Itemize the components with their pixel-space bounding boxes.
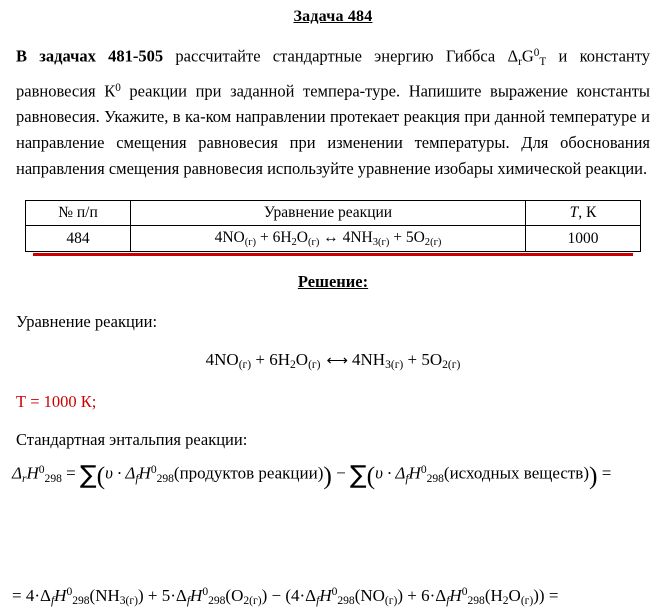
page-title: Задача 484 — [293, 8, 373, 25]
f1-close-paren-1: ) — [323, 460, 332, 490]
formula-enthalpy-expansion — [12, 585, 666, 607]
intro-sub-r: r — [518, 55, 522, 68]
eq-part-arrow: ↔ — [319, 229, 343, 247]
table-row — [26, 226, 641, 252]
intro-text-2: и константу равновесия К — [16, 46, 650, 101]
f2-p1: (NH — [89, 585, 120, 605]
f2-sub-f1: f — [50, 594, 55, 607]
task-intro-paragraph — [16, 40, 650, 182]
f1-close-paren-2: ) — [588, 460, 598, 490]
table-header-number: № п/п — [26, 201, 131, 226]
intro-g-sup: 0 — [533, 47, 540, 59]
req-s2: (г) — [308, 358, 321, 372]
f1-H: H — [26, 463, 39, 483]
eq-part-n4: 2(г) — [424, 237, 442, 249]
f1-term2-sup: 0 — [420, 462, 427, 476]
f2-p1b: 3(г) — [119, 594, 138, 607]
eq-part-c4: 5O — [405, 229, 425, 247]
f1-open-paren-2: ( — [366, 460, 376, 490]
f1-tail: = — [597, 463, 612, 483]
equilibrium-arrow-icon: ⟷ — [326, 353, 347, 370]
eq-part-c2: 6H — [272, 229, 292, 247]
f1-sum2-icon: ∑ — [349, 459, 367, 489]
intro-k-sup: 0 — [115, 81, 121, 94]
req-n3: 3(г) — [385, 358, 404, 372]
f1-term2-text: (исходных веществ) — [443, 463, 589, 483]
f1-sub: 298 — [44, 471, 62, 485]
req-c2b: O — [295, 350, 309, 370]
intro-text-3: реакции при заданной темпера-туре. Напишите выражение константы равновесия. Укажите, в ка-ком направлении протекает реакция при данной температуре и направление смещения равновесия при изменении температуры. Для обоснования направления смещения равновесия используйте уравнение изобары химической реакции. — [16, 81, 651, 179]
table-header-equation: Уравнение реакции — [131, 201, 526, 226]
eq-part-n3: 3(г) — [372, 237, 390, 249]
f1-term1: υ · Δ — [105, 463, 136, 483]
eq-part-c3: 4NH — [342, 229, 373, 247]
reaction-equation-label: Уравнение реакции: — [16, 312, 158, 332]
f1-term2: υ · Δ — [375, 463, 406, 483]
req-n4: 2(г) — [442, 358, 461, 372]
table-header-t-italic: T — [569, 204, 579, 222]
eq-part-c2b: O — [296, 229, 308, 247]
f2-p1c: ) + 5·Δ — [137, 585, 187, 605]
f2-p7c: O — [508, 585, 521, 605]
formula-second-line-clipped — [0, 585, 666, 607]
table-cell-equation — [131, 226, 526, 252]
f2-p7d: (г) — [520, 594, 534, 607]
intro-bold-lead: В задачах 481-505 — [16, 46, 164, 66]
f2-p3c: ) − (4·Δ — [261, 585, 317, 605]
f1-delta: Δ — [12, 463, 22, 483]
f2-sup2: 0 — [202, 585, 209, 598]
f2-sub3: 298 — [337, 594, 355, 607]
f2-H4: H — [449, 585, 462, 605]
table-cell-number: 484 — [26, 226, 131, 252]
req-n2: 2 — [290, 358, 296, 372]
f2-sub2: 298 — [208, 594, 226, 607]
table-header-t-rest: , К — [578, 204, 597, 222]
f1-term1-sub-f: f — [135, 471, 139, 485]
task-table — [25, 200, 641, 252]
f2-H2: H — [190, 585, 203, 605]
f1-term2-H: H — [408, 463, 421, 483]
enthalpy-label: Стандартная энтальпия реакции: — [16, 429, 248, 449]
f2-sup3: 0 — [331, 585, 338, 598]
f1-term1-sup: 0 — [150, 462, 157, 476]
f2-p7: (H — [484, 585, 503, 605]
f2-sub1: 298 — [72, 594, 90, 607]
f2-p5c: ) + 6·Δ — [397, 585, 447, 605]
table-header-row — [26, 201, 641, 226]
solution-heading: Решение: — [297, 272, 369, 292]
eq-part-plus1: + — [256, 229, 273, 247]
req-s1: (г) — [238, 358, 252, 372]
req-plus1: + — [251, 350, 270, 370]
f1-minus: − — [331, 463, 350, 483]
f2-p5: (NO — [354, 585, 385, 605]
f2-p5b: (г) — [384, 594, 398, 607]
f2-p7b: 2 — [502, 594, 509, 607]
red-underline-divider — [33, 253, 633, 256]
f2-p3b: 2(г) — [243, 594, 262, 607]
eq-part-s2: (г) — [308, 237, 320, 249]
f2-sub-f3: f — [316, 594, 320, 607]
f2-sup1: 0 — [66, 585, 73, 598]
formula-standard-enthalpy — [12, 460, 666, 491]
req-c2: 6H — [269, 350, 290, 370]
f1-sup: 0 — [38, 462, 45, 476]
intro-g-symbol: G — [521, 46, 534, 66]
f1-sub-r: r — [21, 471, 27, 485]
f2-H1: H — [54, 585, 67, 605]
table-cell-temperature: 1000 — [526, 226, 641, 252]
f2-sub-f2: f — [186, 594, 191, 607]
f1-term1-H: H — [138, 463, 151, 483]
req-c1: 4NO — [205, 350, 239, 370]
f2-sub-f4: f — [446, 594, 450, 607]
document-page — [0, 8, 666, 605]
f2-sub4: 298 — [467, 594, 485, 607]
table-header-temperature — [526, 201, 641, 226]
eq-part-plus2: + — [389, 229, 406, 247]
f1-eq: = — [61, 463, 80, 483]
f2-p7e: )) = — [533, 585, 559, 605]
temperature-line: Т = 1000 К; — [16, 391, 97, 411]
intro-text-1: рассчитайте стандартные энергию Гиббса Δ — [163, 46, 519, 66]
intro-g-sub: T — [539, 55, 547, 68]
f1-term1-sub: 298 — [156, 471, 174, 485]
f2-a: = 4·Δ — [12, 585, 51, 605]
eq-part-c1: 4NO — [214, 229, 245, 247]
f1-term2-sub-f: f — [405, 471, 409, 485]
req-c4: 5O — [421, 350, 443, 370]
reaction-equation — [0, 350, 666, 371]
f2-sup4: 0 — [461, 585, 468, 598]
f1-term1-text: (продуктов реакции) — [173, 463, 324, 483]
f1-sum1-icon: ∑ — [79, 459, 97, 489]
req-c3: 4NH — [352, 350, 386, 370]
f2-p3: (O — [225, 585, 244, 605]
eq-part-s1: (г) — [244, 237, 257, 249]
req-plus2: + — [403, 350, 422, 370]
f2-H3: H — [319, 585, 332, 605]
f1-open-paren-1: ( — [96, 460, 106, 490]
f1-term2-sub: 298 — [426, 471, 444, 485]
eq-part-n2: 2 — [291, 237, 297, 249]
